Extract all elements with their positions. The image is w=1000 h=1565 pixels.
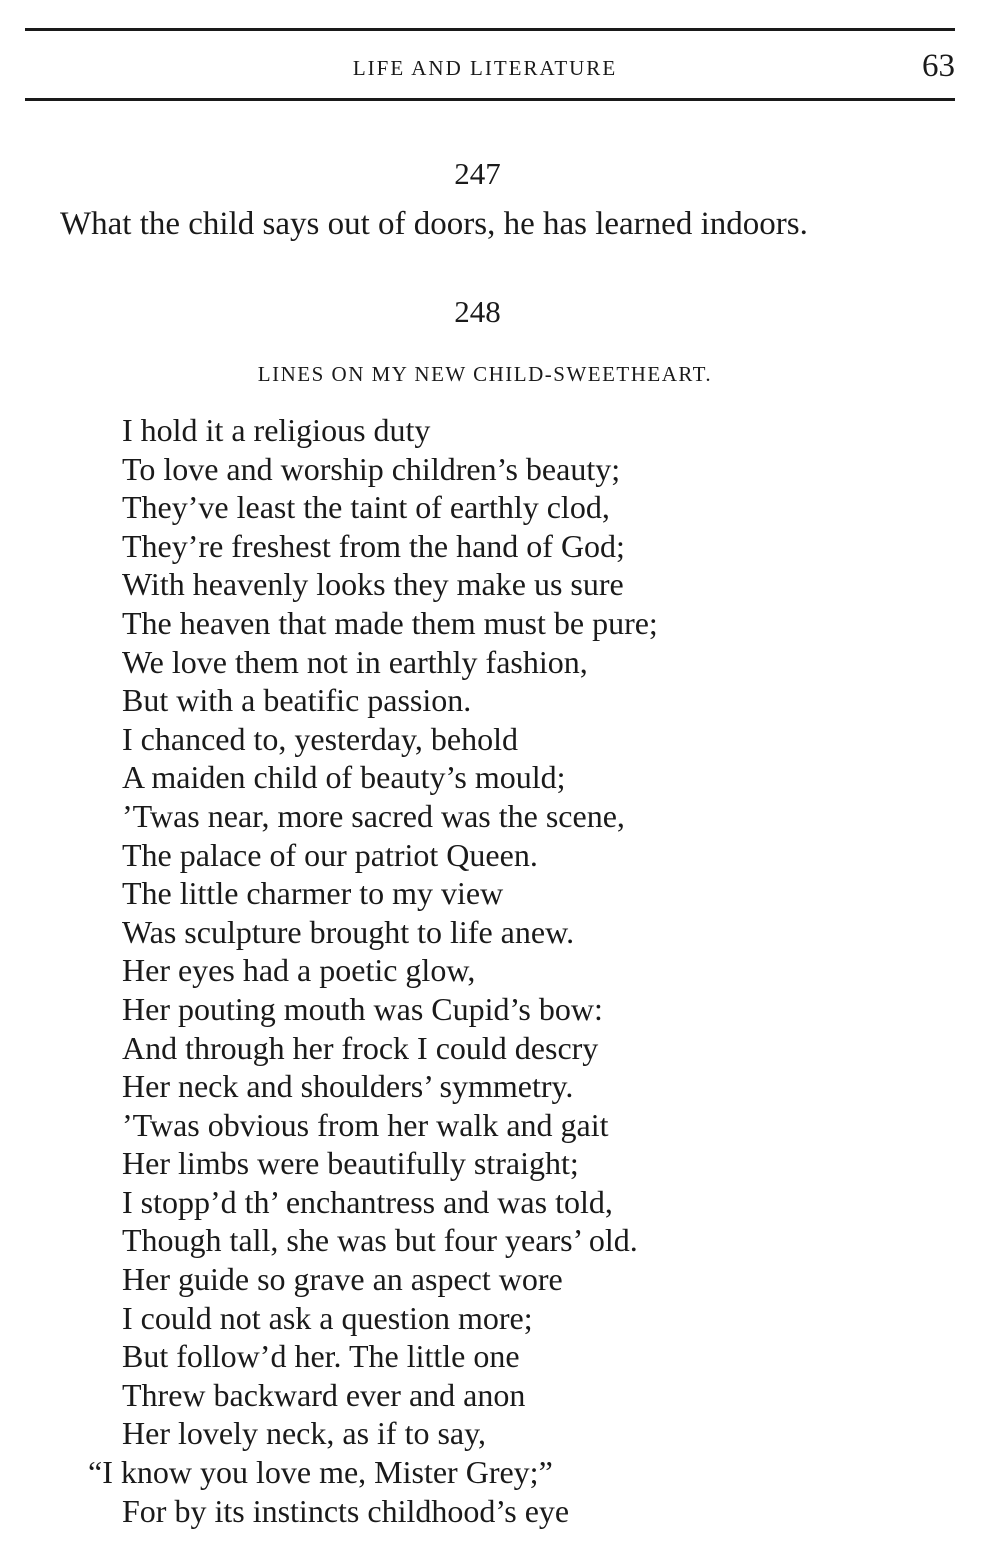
poem-line: I stopp’d th’ enchantress and was told,: [122, 1183, 613, 1220]
poem-line: Was sculpture brought to life anew.: [122, 913, 575, 950]
poem-line: Her eyes had a poetic glow,: [122, 952, 476, 989]
header-rule-bottom: [25, 98, 955, 101]
poem-line: But with a beatific passion.: [122, 682, 472, 719]
entry-number-248: 248: [454, 294, 501, 329]
poem-line: They’ve least the taint of earthly clod,: [122, 489, 610, 526]
page-number: 63: [922, 48, 955, 84]
poem-line: ’Twas near, more sacred was the scene,: [122, 797, 625, 834]
poem-line: I could not ask a question more;: [122, 1299, 533, 1336]
poem-title: LINES ON MY NEW CHILD-SWEETHEART.: [257, 362, 713, 386]
entry-text-247: What the child says out of doors, he has learned indoors.: [60, 206, 808, 242]
header-rule-top: [25, 28, 955, 31]
poem-line: The palace of our patriot Queen.: [122, 836, 538, 873]
poem-line: And through her frock I could descry: [122, 1029, 599, 1066]
poem-line: Threw backward ever and anon: [122, 1376, 526, 1413]
running-title: LIFE AND LITERATURE: [352, 56, 618, 80]
poem-line: I hold it a religious duty: [122, 412, 431, 448]
poem-line: But follow’d her. The little one: [122, 1338, 520, 1375]
poem-line: The heaven that made them must be pure;: [122, 604, 658, 641]
poem-line: Her pouting mouth was Cupid’s bow:: [122, 990, 603, 1027]
poem-line: Her lovely neck, as if to say,: [122, 1415, 487, 1452]
poem-body: [0, 411, 1000, 1530]
entry-number-247: 247: [454, 156, 501, 191]
poem-line: For by its instincts childhood’s eye: [122, 1492, 570, 1529]
poem-line: Her limbs were beautifully straight;: [122, 1145, 579, 1182]
poem-line: Her guide so grave an aspect wore: [122, 1261, 563, 1298]
poem-line: To love and worship children’s beauty;: [122, 450, 621, 487]
poem-line: “I know you love me, Mister Grey;”: [88, 1454, 553, 1491]
poem-line: ’Twas obvious from her walk and gait: [122, 1106, 609, 1143]
poem-line: We love them not in earthly fashion,: [122, 643, 588, 680]
poem-line: Though tall, she was but four years’ old.: [122, 1222, 638, 1259]
poem-line: Her neck and shoulders’ symmetry.: [122, 1068, 574, 1105]
poem-line: With heavenly looks they make us sure: [122, 566, 624, 603]
poem-line: I chanced to, yesterday, behold: [122, 720, 518, 757]
poem-line: A maiden child of beauty’s mould;: [122, 759, 566, 796]
poem-line: They’re freshest from the hand of God;: [122, 527, 625, 564]
poem-line: The little charmer to my view: [122, 875, 504, 912]
